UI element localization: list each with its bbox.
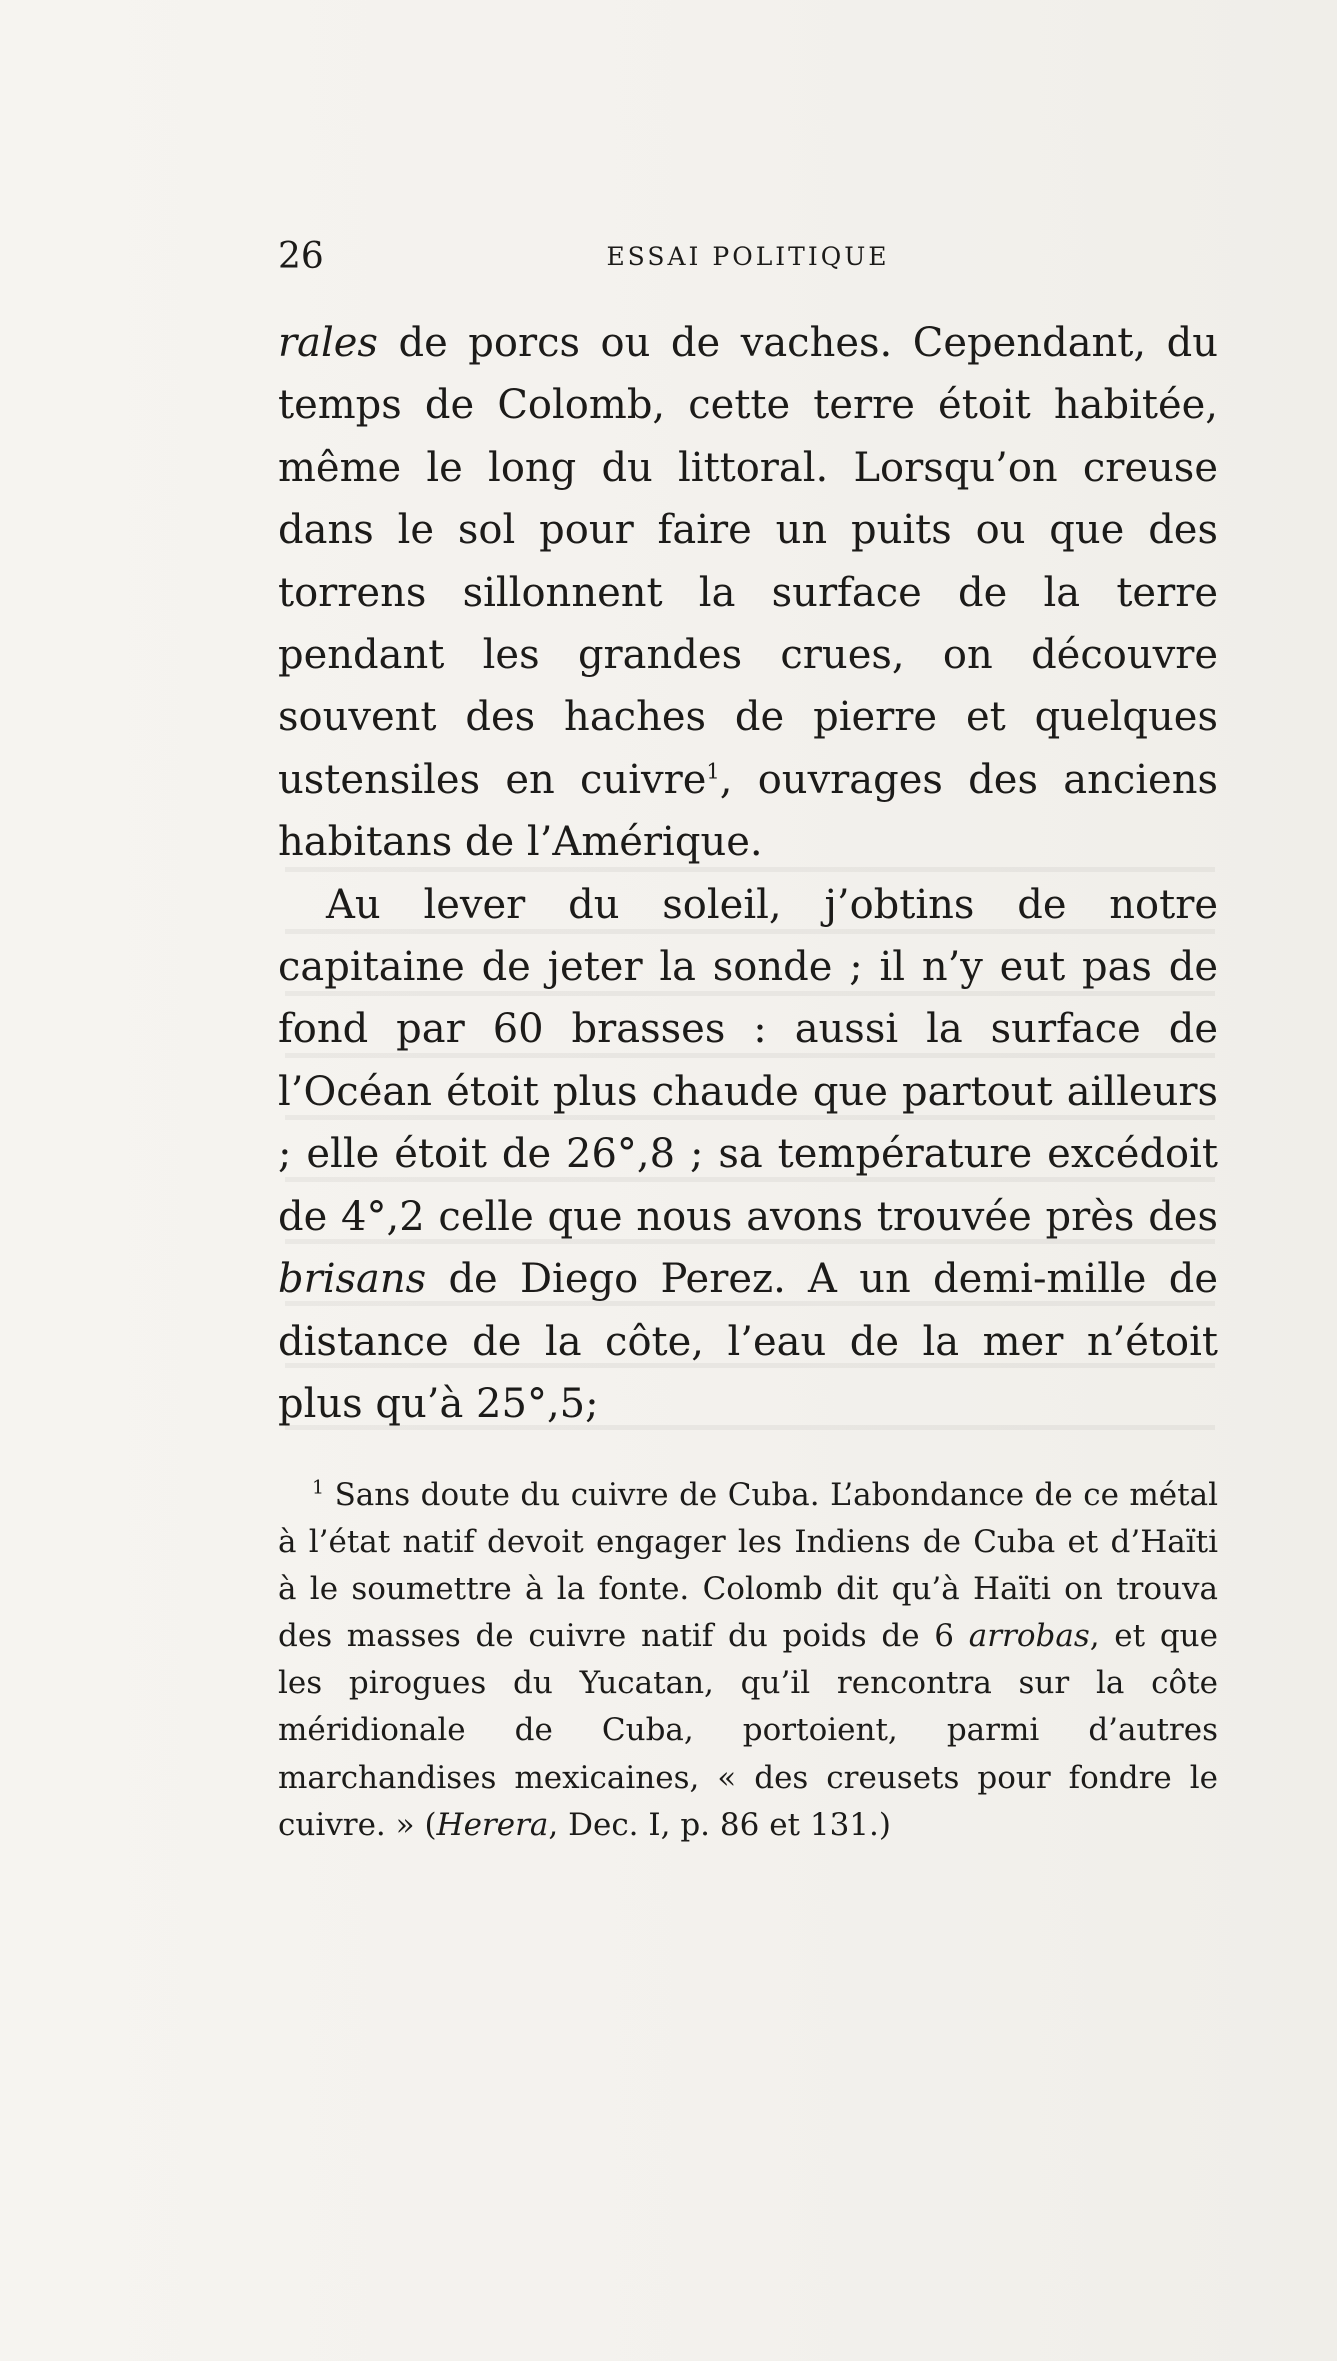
footnote (278, 1472, 1218, 1849)
footnote-number: 1 (312, 1476, 325, 1499)
footnote-text: Sans doute du cuivre de Cuba. L’abondance de ce métal à l’état natif devoit engager les Indiens de Cuba et d’Haïti à le soumettre à la fonte. Colomb dit qu’à Haïti on trouva des masses de cuivre natif du poids de 6 (278, 1477, 1218, 1655)
running-head: ESSAI POLITIQUE (606, 242, 890, 271)
italic-word: arrobas (968, 1618, 1090, 1655)
body-text: , ouvrages des anciens habitans de l’Amérique. (278, 756, 1218, 866)
page-number: 26 (278, 236, 324, 277)
page-header (278, 232, 1218, 282)
footnote-marker: 1 (706, 759, 720, 784)
italic-word: rales (278, 320, 378, 366)
italic-source: Herera (436, 1806, 549, 1843)
footnote-text: , Dec. I, p. 86 et 131.) (548, 1806, 891, 1843)
footnote-text: , et que les pirogues du Yucatan, qu’il rencontra sur la côte méridionale de Cuba, portoient, parmi d’autres marchandises mexicaines, « des creusets pour fondre le cuivre. » ( (278, 1618, 1218, 1843)
body-text: de porcs ou de vaches. Cependant, du temps de Colomb, cette terre étoit habitée, même le long du littoral. Lorsqu’on creuse dans le sol pour faire un puits ou que des torrens sillonnent la surface de la terre pendant les grandes crues, on découvre souvent des haches de pierre et quelques ustensiles en cuivre (278, 320, 1218, 803)
body-paragraph (278, 312, 1218, 874)
body-text: Au lever du soleil, j’obtins de notre capitaine de jeter la sonde ; il n’y eut pas de fond par 60 brasses : aussi la surface de l’Océan étoit plus chaude que partout ailleurs ; elle étoit de 26°,8 ; sa température excédoit de 4°,2 celle que nous avons trouvée près des (278, 881, 1218, 1240)
body-text: de Diego Perez. A un demi-mille de distance de la côte, l’eau de la mer n’étoit plus qu’à 25°,5; (278, 1256, 1218, 1427)
body-paragraph (278, 874, 1218, 1436)
italic-word: brisans (278, 1256, 427, 1303)
main-text (278, 312, 1218, 1435)
footnote-paragraph (278, 1472, 1218, 1849)
